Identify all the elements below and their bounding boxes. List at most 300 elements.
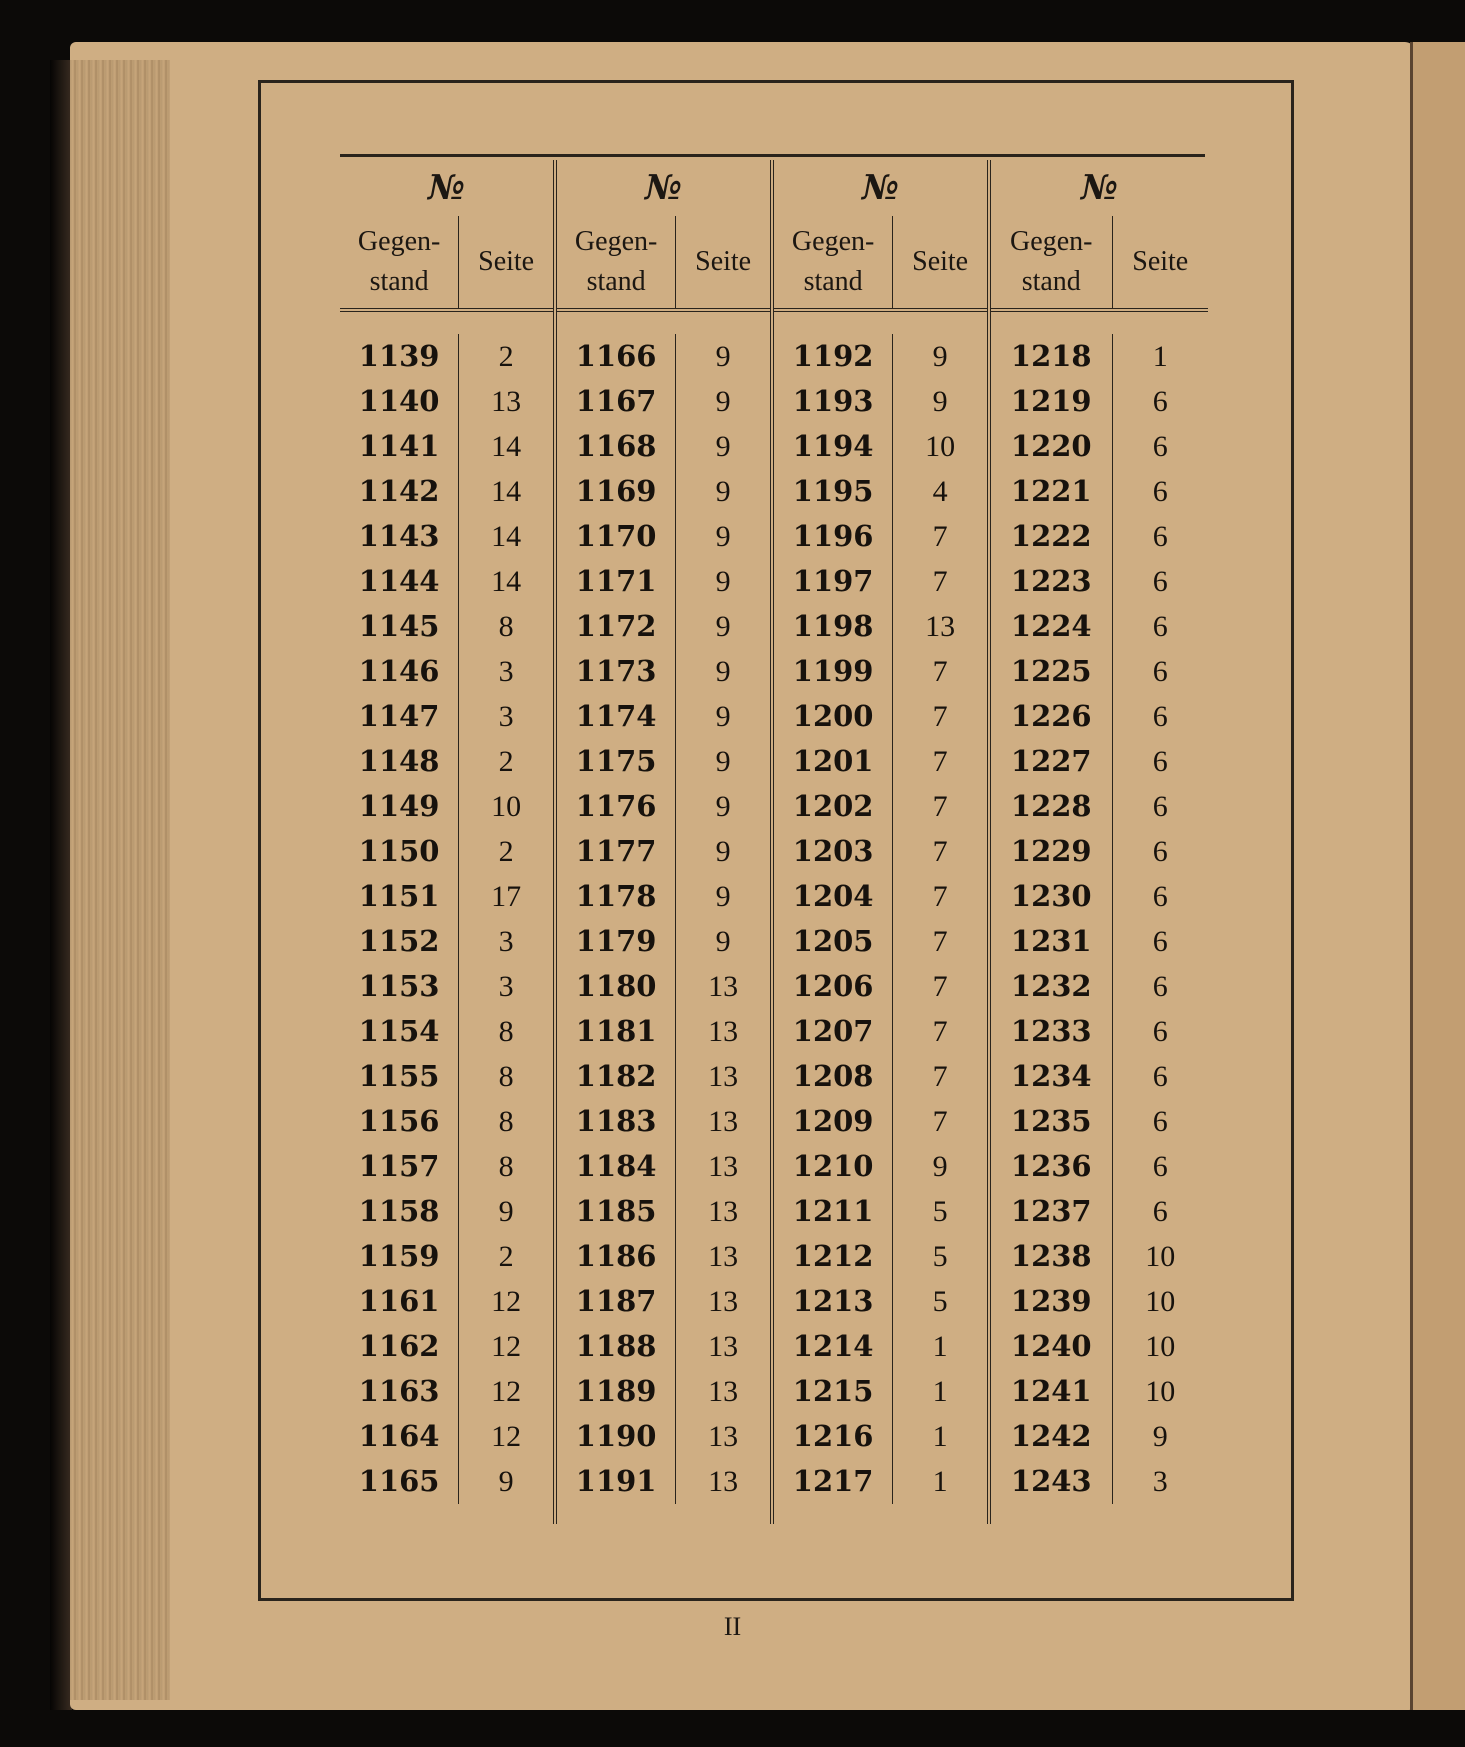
table-row xyxy=(557,739,770,784)
item-number: 1221 xyxy=(991,469,1113,514)
table-row xyxy=(774,424,987,469)
table-row xyxy=(774,1099,987,1144)
page-reference: 9 xyxy=(715,610,731,643)
page-reference: 8 xyxy=(498,1015,514,1048)
page-reference: 9 xyxy=(715,790,731,823)
page-reference: 8 xyxy=(498,1060,514,1093)
page-reference: 14 xyxy=(491,430,522,463)
page-reference: 7 xyxy=(932,1105,948,1138)
column-subheader xyxy=(340,216,553,312)
table-row xyxy=(340,559,553,604)
table-row xyxy=(557,1369,770,1414)
header-gegenstand: Gegen- stand xyxy=(340,216,459,308)
table-row xyxy=(340,1369,553,1414)
item-number: 1190 xyxy=(557,1414,676,1459)
table-row xyxy=(774,559,987,604)
table-row xyxy=(774,1009,987,1054)
table-row xyxy=(557,1054,770,1099)
table-row xyxy=(774,1279,987,1324)
item-number: 1236 xyxy=(991,1144,1113,1189)
item-number: 1174 xyxy=(557,694,676,739)
page-reference: 5 xyxy=(932,1195,948,1228)
item-number: 1193 xyxy=(774,379,893,424)
page-edges xyxy=(70,60,170,1700)
table-row xyxy=(774,1324,987,1369)
table-row xyxy=(340,784,553,829)
page-reference: 9 xyxy=(932,385,948,418)
item-number: 1181 xyxy=(557,1009,676,1054)
page-reference: 9 xyxy=(932,340,948,373)
table-row xyxy=(340,1189,553,1234)
rows xyxy=(557,312,770,1524)
page-reference: 6 xyxy=(1152,835,1168,868)
page-reference: 9 xyxy=(715,745,731,778)
table-row xyxy=(340,469,553,514)
item-number: 1243 xyxy=(991,1459,1113,1504)
table-row xyxy=(557,784,770,829)
page-reference: 2 xyxy=(498,1240,514,1273)
table-row xyxy=(991,649,1208,694)
table-column-block xyxy=(774,160,991,1524)
table-row xyxy=(557,694,770,739)
item-number: 1159 xyxy=(340,1234,459,1279)
item-number: 1203 xyxy=(774,829,893,874)
item-number: 1168 xyxy=(557,424,676,469)
item-number: 1217 xyxy=(774,1459,893,1504)
rows xyxy=(774,312,987,1524)
page-reference: 6 xyxy=(1152,745,1168,778)
item-number: 1176 xyxy=(557,784,676,829)
page-reference: 6 xyxy=(1152,1195,1168,1228)
table-row xyxy=(991,739,1208,784)
page-reference: 9 xyxy=(715,925,731,958)
item-number: 1191 xyxy=(557,1459,676,1504)
table-row xyxy=(557,874,770,919)
table-row xyxy=(991,1369,1208,1414)
item-number: 1167 xyxy=(557,379,676,424)
table-row xyxy=(991,1189,1208,1234)
item-number: 1226 xyxy=(991,694,1113,739)
table-row xyxy=(991,1324,1208,1369)
table-row xyxy=(991,604,1208,649)
table-row xyxy=(340,334,553,379)
item-number: 1188 xyxy=(557,1324,676,1369)
item-number: 1234 xyxy=(991,1054,1113,1099)
item-number: 1233 xyxy=(991,1009,1113,1054)
page-reference: 9 xyxy=(715,340,731,373)
item-number: 1175 xyxy=(557,739,676,784)
page-reference: 5 xyxy=(932,1240,948,1273)
page-reference: 6 xyxy=(1152,385,1168,418)
item-number: 1197 xyxy=(774,559,893,604)
page-reference: 10 xyxy=(925,430,956,463)
page-reference: 3 xyxy=(498,655,514,688)
item-number: 1225 xyxy=(991,649,1113,694)
page-reference: 10 xyxy=(1145,1330,1176,1363)
table-row xyxy=(340,424,553,469)
table-row xyxy=(340,874,553,919)
page-reference: 6 xyxy=(1152,475,1168,508)
table-row xyxy=(774,874,987,919)
number-sign-heading: № xyxy=(428,168,465,208)
page-reference: 7 xyxy=(932,655,948,688)
table-row xyxy=(340,604,553,649)
item-number: 1163 xyxy=(340,1369,459,1414)
table-row xyxy=(774,1144,987,1189)
item-number: 1216 xyxy=(774,1414,893,1459)
table-row xyxy=(557,1414,770,1459)
page-reference: 14 xyxy=(491,565,522,598)
page-reference: 3 xyxy=(1152,1465,1168,1498)
item-number: 1224 xyxy=(991,604,1113,649)
page-reference: 1 xyxy=(1152,340,1168,373)
item-number: 1213 xyxy=(774,1279,893,1324)
page-reference: 9 xyxy=(715,880,731,913)
table-row xyxy=(774,919,987,964)
item-number: 1227 xyxy=(991,739,1113,784)
table-row xyxy=(991,514,1208,559)
item-number: 1144 xyxy=(340,559,459,604)
item-number: 1153 xyxy=(340,964,459,1009)
item-number: 1186 xyxy=(557,1234,676,1279)
page-reference: 13 xyxy=(708,1465,739,1498)
number-sign-heading: № xyxy=(1081,168,1118,208)
item-number: 1210 xyxy=(774,1144,893,1189)
table-row xyxy=(557,469,770,514)
item-number: 1238 xyxy=(991,1234,1113,1279)
item-number: 1172 xyxy=(557,604,676,649)
table-row xyxy=(557,829,770,874)
item-number: 1187 xyxy=(557,1279,676,1324)
table-row xyxy=(774,469,987,514)
page-reference: 9 xyxy=(715,565,731,598)
page-reference: 13 xyxy=(708,1420,739,1453)
table-row xyxy=(991,1279,1208,1324)
table-row xyxy=(991,829,1208,874)
page-reference: 9 xyxy=(715,655,731,688)
page-reference: 6 xyxy=(1152,1015,1168,1048)
table-row xyxy=(991,1459,1208,1504)
page-reference: 6 xyxy=(1152,1150,1168,1183)
item-number: 1242 xyxy=(991,1414,1113,1459)
page-reference: 9 xyxy=(715,700,731,733)
table-row xyxy=(774,829,987,874)
table-row xyxy=(557,919,770,964)
page-reference: 13 xyxy=(925,610,956,643)
table-row xyxy=(991,424,1208,469)
item-number: 1232 xyxy=(991,964,1113,1009)
table-row xyxy=(991,334,1208,379)
facing-page-edge xyxy=(1410,42,1465,1710)
item-number: 1147 xyxy=(340,694,459,739)
page-reference: 1 xyxy=(932,1330,948,1363)
item-number: 1171 xyxy=(557,559,676,604)
page-reference: 13 xyxy=(708,1375,739,1408)
number-sign-heading: № xyxy=(862,168,899,208)
table-row xyxy=(557,1009,770,1054)
table-row xyxy=(774,694,987,739)
item-number: 1143 xyxy=(340,514,459,559)
page-reference: 6 xyxy=(1152,655,1168,688)
item-number: 1150 xyxy=(340,829,459,874)
item-number: 1192 xyxy=(774,334,893,379)
header-seite: Seite xyxy=(912,246,969,277)
item-number: 1196 xyxy=(774,514,893,559)
column-subheader xyxy=(557,216,770,312)
table-row xyxy=(774,604,987,649)
table-row xyxy=(991,1099,1208,1144)
page-reference: 8 xyxy=(498,1105,514,1138)
header-seite: Seite xyxy=(1132,246,1189,277)
page-reference: 6 xyxy=(1152,925,1168,958)
page-reference: 7 xyxy=(932,970,948,1003)
item-number: 1201 xyxy=(774,739,893,784)
item-number: 1212 xyxy=(774,1234,893,1279)
table-row xyxy=(340,1099,553,1144)
item-number: 1180 xyxy=(557,964,676,1009)
table-row xyxy=(340,1279,553,1324)
table-row xyxy=(557,1189,770,1234)
item-number: 1156 xyxy=(340,1099,459,1144)
item-number: 1229 xyxy=(991,829,1113,874)
item-number: 1152 xyxy=(340,919,459,964)
table-row xyxy=(991,1054,1208,1099)
page-reference: 9 xyxy=(715,430,731,463)
item-number: 1169 xyxy=(557,469,676,514)
page-reference: 8 xyxy=(498,1150,514,1183)
item-number: 1182 xyxy=(557,1054,676,1099)
page-reference: 3 xyxy=(498,700,514,733)
item-number: 1157 xyxy=(340,1144,459,1189)
header-gegenstand: Gegen- stand xyxy=(991,216,1113,308)
item-number: 1146 xyxy=(340,649,459,694)
page-reference: 13 xyxy=(708,1330,739,1363)
page-reference: 1 xyxy=(932,1420,948,1453)
table-row xyxy=(774,649,987,694)
item-number: 1228 xyxy=(991,784,1113,829)
page-reference: 7 xyxy=(932,745,948,778)
page-reference: 7 xyxy=(932,1015,948,1048)
item-number: 1240 xyxy=(991,1324,1113,1369)
page-reference: 7 xyxy=(932,925,948,958)
page-reference: 9 xyxy=(715,835,731,868)
page-reference: 3 xyxy=(498,970,514,1003)
table-row xyxy=(991,1144,1208,1189)
table-top-rule xyxy=(340,154,1205,157)
table-row xyxy=(340,379,553,424)
item-number: 1142 xyxy=(340,469,459,514)
page-reference: 9 xyxy=(498,1465,514,1498)
page-reference: 3 xyxy=(498,925,514,958)
item-number: 1215 xyxy=(774,1369,893,1414)
item-number: 1222 xyxy=(991,514,1113,559)
table-row xyxy=(991,919,1208,964)
item-number: 1207 xyxy=(774,1009,893,1054)
item-number: 1200 xyxy=(774,694,893,739)
page-reference: 1 xyxy=(932,1465,948,1498)
table-row xyxy=(991,559,1208,604)
page-reference: 12 xyxy=(491,1330,522,1363)
table-row xyxy=(557,334,770,379)
item-number: 1211 xyxy=(774,1189,893,1234)
table-row xyxy=(557,604,770,649)
page-reference: 10 xyxy=(1145,1240,1176,1273)
page-reference: 9 xyxy=(715,385,731,418)
item-number: 1231 xyxy=(991,919,1113,964)
item-number: 1162 xyxy=(340,1324,459,1369)
page-reference: 10 xyxy=(1145,1375,1176,1408)
page-number: II xyxy=(723,1612,742,1641)
item-number: 1184 xyxy=(557,1144,676,1189)
table-row xyxy=(340,694,553,739)
header-seite: Seite xyxy=(478,246,535,277)
item-number: 1198 xyxy=(774,604,893,649)
page-reference: 6 xyxy=(1152,700,1168,733)
table-row xyxy=(557,964,770,1009)
table-row xyxy=(557,1459,770,1504)
header-gegenstand: Gegen- stand xyxy=(774,216,893,308)
table-row xyxy=(774,784,987,829)
item-number: 1151 xyxy=(340,874,459,919)
item-number: 1165 xyxy=(340,1459,459,1504)
table-row xyxy=(557,1144,770,1189)
page-reference: 9 xyxy=(498,1195,514,1228)
page-reference: 13 xyxy=(708,1150,739,1183)
table-column-block xyxy=(557,160,774,1524)
rows xyxy=(340,312,553,1524)
item-number: 1241 xyxy=(991,1369,1113,1414)
table-row xyxy=(340,1234,553,1279)
rows xyxy=(991,312,1208,1524)
page-reference: 9 xyxy=(1152,1420,1168,1453)
item-number: 1145 xyxy=(340,604,459,649)
table-row xyxy=(991,694,1208,739)
item-number: 1161 xyxy=(340,1279,459,1324)
page-reference: 2 xyxy=(498,835,514,868)
page-reference: 6 xyxy=(1152,565,1168,598)
table-row xyxy=(557,424,770,469)
book-shadow xyxy=(50,60,72,1710)
item-number: 1166 xyxy=(557,334,676,379)
column-subheader xyxy=(774,216,987,312)
column-subheader xyxy=(991,216,1208,312)
item-number: 1155 xyxy=(340,1054,459,1099)
page-reference: 7 xyxy=(932,835,948,868)
page-reference: 7 xyxy=(932,565,948,598)
table-row xyxy=(991,964,1208,1009)
page-reference: 9 xyxy=(715,475,731,508)
page-reference: 12 xyxy=(491,1375,522,1408)
page-reference: 5 xyxy=(932,1285,948,1318)
page-reference: 14 xyxy=(491,475,522,508)
table-row xyxy=(340,964,553,1009)
table-column-block xyxy=(340,160,557,1524)
item-number: 1164 xyxy=(340,1414,459,1459)
index-table xyxy=(340,160,1208,1524)
item-number: 1199 xyxy=(774,649,893,694)
item-number: 1208 xyxy=(774,1054,893,1099)
item-number: 1139 xyxy=(340,334,459,379)
item-number: 1209 xyxy=(774,1099,893,1144)
item-number: 1223 xyxy=(991,559,1113,604)
table-row xyxy=(991,1234,1208,1279)
table-column-block xyxy=(991,160,1208,1524)
table-row xyxy=(774,1459,987,1504)
page-reference: 6 xyxy=(1152,610,1168,643)
page-reference: 13 xyxy=(708,1105,739,1138)
table-row xyxy=(991,379,1208,424)
page-reference: 13 xyxy=(708,1240,739,1273)
page-reference: 7 xyxy=(932,880,948,913)
table-row xyxy=(557,514,770,559)
page-reference: 2 xyxy=(498,340,514,373)
page-reference: 6 xyxy=(1152,880,1168,913)
page-reference: 6 xyxy=(1152,430,1168,463)
item-number: 1140 xyxy=(340,379,459,424)
page-reference: 6 xyxy=(1152,790,1168,823)
page-reference: 7 xyxy=(932,1060,948,1093)
page-reference: 9 xyxy=(932,1150,948,1183)
table-row xyxy=(340,1054,553,1099)
item-number: 1218 xyxy=(991,334,1113,379)
item-number: 1170 xyxy=(557,514,676,559)
item-number: 1194 xyxy=(774,424,893,469)
page-reference: 17 xyxy=(491,880,522,913)
item-number: 1235 xyxy=(991,1099,1113,1144)
item-number: 1189 xyxy=(557,1369,676,1414)
header-gegenstand: Gegen- stand xyxy=(557,216,676,308)
item-number: 1154 xyxy=(340,1009,459,1054)
item-number: 1183 xyxy=(557,1099,676,1144)
page-reference: 13 xyxy=(708,1195,739,1228)
page-reference: 9 xyxy=(715,520,731,553)
table-row xyxy=(774,1054,987,1099)
table-row xyxy=(340,1324,553,1369)
item-number: 1173 xyxy=(557,649,676,694)
item-number: 1239 xyxy=(991,1279,1113,1324)
table-row xyxy=(774,1234,987,1279)
table-row xyxy=(557,1234,770,1279)
table-row xyxy=(340,1414,553,1459)
page-reference: 6 xyxy=(1152,1060,1168,1093)
table-row xyxy=(340,739,553,784)
table-row xyxy=(340,1459,553,1504)
page-reference: 8 xyxy=(498,610,514,643)
table-row xyxy=(991,874,1208,919)
table-row xyxy=(774,379,987,424)
table-row xyxy=(774,964,987,1009)
table-row xyxy=(991,1009,1208,1054)
table-row xyxy=(774,334,987,379)
table-row xyxy=(557,1324,770,1369)
page-reference: 13 xyxy=(708,1015,739,1048)
item-number: 1202 xyxy=(774,784,893,829)
item-number: 1195 xyxy=(774,469,893,514)
page-reference: 12 xyxy=(491,1420,522,1453)
item-number: 1177 xyxy=(557,829,676,874)
table-row xyxy=(340,1144,553,1189)
page-reference: 7 xyxy=(932,700,948,733)
table-row xyxy=(340,649,553,694)
header-seite: Seite xyxy=(695,246,752,277)
table-row xyxy=(991,784,1208,829)
table-row xyxy=(340,829,553,874)
item-number: 1158 xyxy=(340,1189,459,1234)
item-number: 1149 xyxy=(340,784,459,829)
page-reference: 13 xyxy=(708,970,739,1003)
number-sign-heading: № xyxy=(645,168,682,208)
item-number: 1185 xyxy=(557,1189,676,1234)
